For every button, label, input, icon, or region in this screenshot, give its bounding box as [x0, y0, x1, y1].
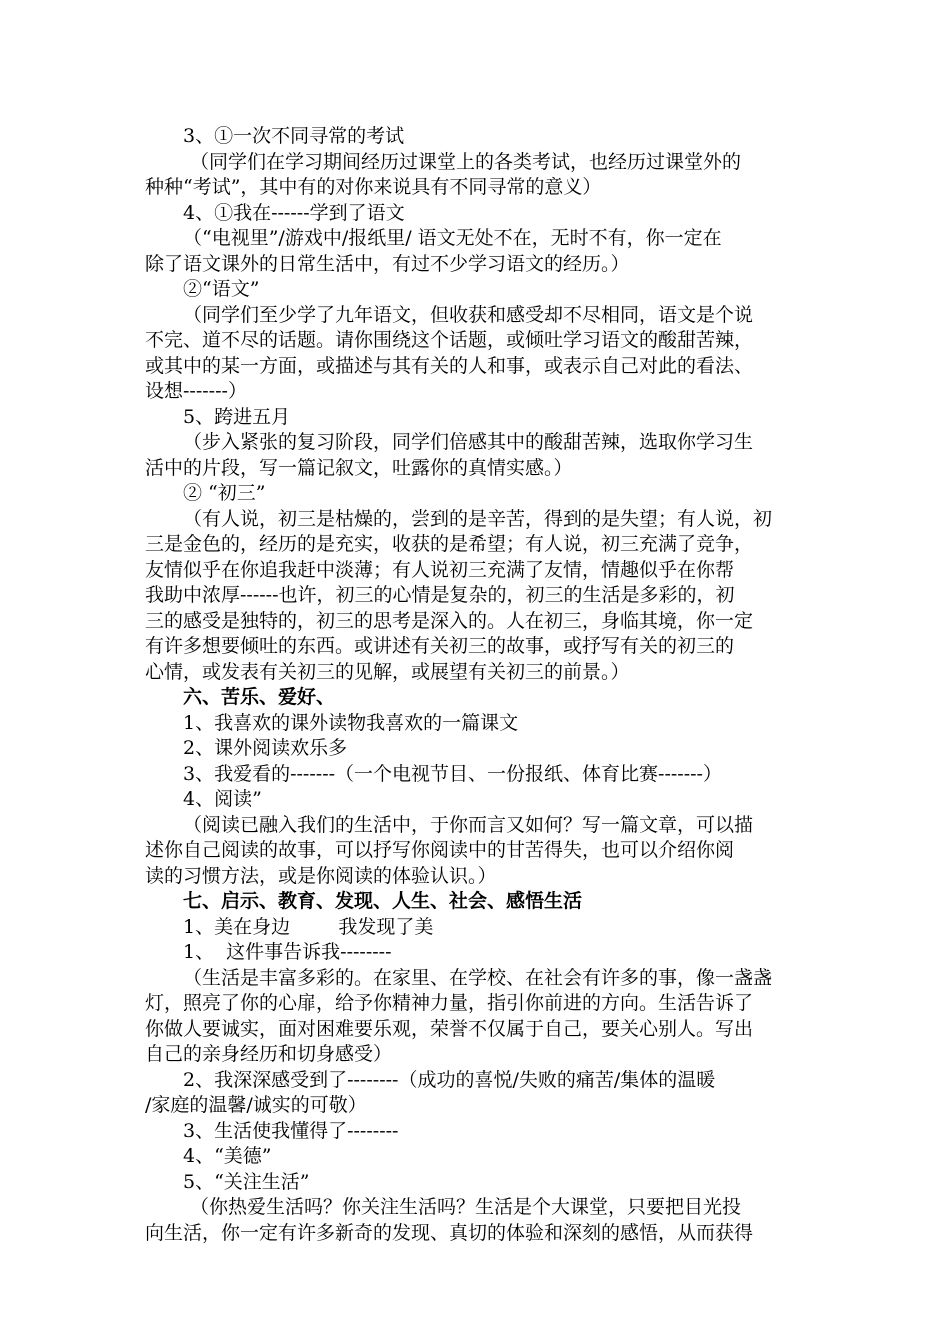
text-line: （同学们在学习期间经历过课堂上的各类考试，也经历过课堂外的 — [190, 150, 742, 173]
text-line: 1、 这件事告诉我-------- — [183, 941, 392, 963]
text-line: 向生活，你一定有许多新奇的发现、真切的体验和深刻的感悟，从而获得 — [145, 1221, 754, 1244]
section-heading: 六、苦乐、爱好、 — [183, 686, 336, 708]
text-line: 种种“考试”，其中有的对你来说具有不同寻常的意义） — [145, 176, 602, 198]
text-line: 3、生活使我懂得了-------- — [183, 1119, 399, 1142]
text-line: 1、美在身边 我发现了美 — [183, 915, 434, 938]
text-line: 4、阅读” — [183, 788, 262, 810]
text-line: 除了语文课外的日常生活中，有过不少学习语文的经历。） — [145, 252, 630, 275]
text-line: 2、我深深感受到了--------（成功的喜悦/失败的痛苦/集体的温暖 — [183, 1068, 716, 1091]
text-line: 设想-------） — [145, 380, 247, 402]
text-line: 5、跨进五月 — [183, 405, 291, 428]
text-line: （你热爱生活吗？你关注生活吗？生活是个大课堂，只要把目光投 — [190, 1196, 742, 1218]
text-line: 有许多想要倾吐的东西。或讲述有关初三的故事，或抒写有关的初三的 — [145, 635, 735, 657]
text-line: （“电视里”/游戏中/报纸里/ 语文无处不在，无时不有，你一定在 — [183, 227, 722, 249]
text-line: 心情，或发表有关初三的见解，或展望有关初三的前景。） — [145, 660, 630, 683]
text-line: 2、课外阅读欢乐多 — [183, 737, 348, 759]
document-page — [145, 124, 810, 1246]
text-line: ② “初三” — [183, 482, 266, 504]
text-line: （有人说，初三是枯燥的，尝到的是辛苦，得到的是失望；有人说，初 — [183, 507, 773, 530]
text-line: 3、我爱看的-------（一个电视节目、一份报纸、体育比赛-------） — [183, 762, 722, 785]
text-line: 三是金色的，经历的是充实，收获的是希望；有人说，初三充满了竞争， — [145, 533, 754, 555]
text-line: 4、①我在------学到了语文 — [183, 201, 405, 224]
text-line: 不完、道不尽的话题。请你围绕这个话题，或倾吐学习语文的酸甜苦辣， — [145, 329, 754, 351]
text-line: （同学们至少学了九年语文，但收获和感受却不尽相同，语文是个说 — [183, 303, 754, 326]
text-line: 4、“美德” — [183, 1145, 272, 1167]
text-line: 自己的亲身经历和切身感受） — [145, 1043, 393, 1065]
text-line: ②“语文” — [183, 278, 260, 300]
text-line: 或其中的某一方面，或描述与其有关的人和事，或表示自己对此的看法、 — [145, 354, 754, 377]
text-line: 述你自己阅读的故事，可以抒写你阅读中的甘苦得失，也可以介绍你阅 — [145, 839, 735, 861]
text-line: 灯，照亮了你的心扉，给予你精神力量，指引你前进的方向。生活告诉了 — [145, 992, 754, 1014]
text-line: /家庭的温馨/诚实的可敬） — [145, 1094, 367, 1116]
text-line: 读的习惯方法，或是你阅读的体验认识。） — [145, 864, 497, 887]
text-line: 3、①一次不同寻常的考试 — [183, 125, 405, 147]
text-line: 三的感受是独特的，初三的思考是深入的。人在初三，身临其境，你一定 — [145, 609, 754, 632]
text-line: 活中的片段，写一篇记叙文，吐露你的真情实感。） — [145, 456, 573, 479]
text-line: （阅读已融入我们的生活中，于你而言又如何？写一篇文章，可以描 — [183, 813, 754, 836]
text-line: 1、我喜欢的课外读物我喜欢的一篇课文 — [183, 711, 519, 734]
text-line: 你做人要诚实，面对困难要乐观，荣誉不仅属于自己，要关心别人。写出 — [145, 1017, 754, 1040]
text-line: （生活是丰富多彩的。在家里、在学校、在社会有许多的事，像一盏盏 — [183, 966, 773, 989]
text-line: 友情似乎在你追我赶中淡薄；有人说初三充满了友情，情趣似乎在你帮 — [145, 558, 735, 581]
section-heading: 七、启示、教育、发现、人生、社会、感悟生活 — [183, 890, 583, 912]
text-line: （步入紧张的复习阶段，同学们倍感其中的酸甜苦辣，选取你学习生 — [183, 431, 754, 453]
text-line: 5、“关注生活” — [183, 1170, 310, 1193]
text-line: 我助中浓厚------也许，初三的心情是复杂的，初三的生活是多彩的，初 — [145, 584, 735, 606]
